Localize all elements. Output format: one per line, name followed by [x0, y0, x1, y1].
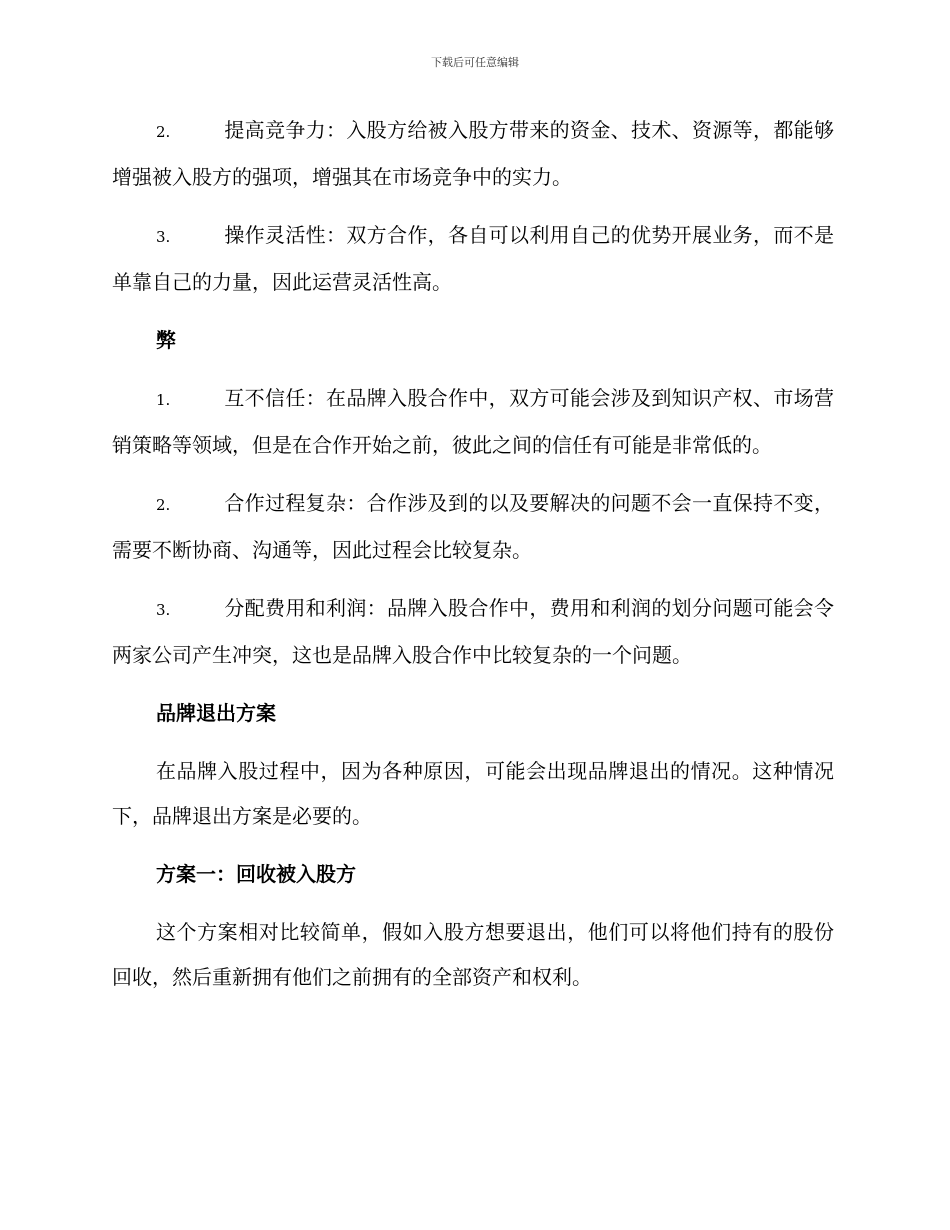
- plan-one-text: 这个方案相对比较简单，假如入股方想要退出，他们可以将他们持有的股份回收，然后重新拥有他们之前拥有的全部资产和权利。: [112, 920, 834, 989]
- disadvantage-item-2: [112, 481, 834, 573]
- document-body: [112, 108, 834, 1013]
- list-number: 1.: [156, 391, 171, 409]
- list-item-text: 提高竞争力：入股方给被入股方带来的资金、技术、资源等，都能够增强被入股方的强项，增强其在市场竞争中的实力。: [112, 118, 834, 189]
- list-item-text: 合作过程复杂：合作涉及到的以及要解决的问题不会一直保持不变，需要不断协商、沟通等，因此过程会比较复杂。: [112, 491, 834, 562]
- disadvantage-item-1: [112, 376, 834, 468]
- advantage-item-3: [112, 213, 834, 305]
- advantage-item-2: [112, 108, 834, 200]
- disadvantages-heading: 弊: [156, 328, 176, 352]
- list-item-text: 互不信任：在品牌入股合作中，双方可能会涉及到知识产权、市场营销策略等领域，但是在合作开始之前，彼此之间的信任有可能是非常低的。: [112, 386, 834, 457]
- page-header: 下载后可任意编辑: [431, 56, 519, 69]
- plan-one-heading: 方案一：回收被入股方: [156, 862, 356, 886]
- exit-plan-heading: 品牌退出方案: [156, 701, 276, 725]
- list-item-text: 分配费用和利润：品牌入股合作中，费用和利润的划分问题可能会令两家公司产生冲突，这也是品牌入股合作中比较复杂的一个问题。: [112, 596, 834, 667]
- exit-plan-intro: 在品牌入股过程中，因为各种原因，可能会出现品牌退出的情况。这种情况下，品牌退出方案是必要的。: [112, 759, 834, 828]
- list-number: 2.: [156, 496, 171, 514]
- list-item-text: 操作灵活性：双方合作，各自可以利用自己的优势开展业务，而不是单靠自己的力量，因此运营灵活性高。: [112, 223, 834, 294]
- list-number: 2.: [156, 123, 171, 141]
- disadvantage-item-3: [112, 586, 834, 678]
- list-number: 3.: [156, 228, 171, 246]
- list-number: 3.: [156, 601, 171, 619]
